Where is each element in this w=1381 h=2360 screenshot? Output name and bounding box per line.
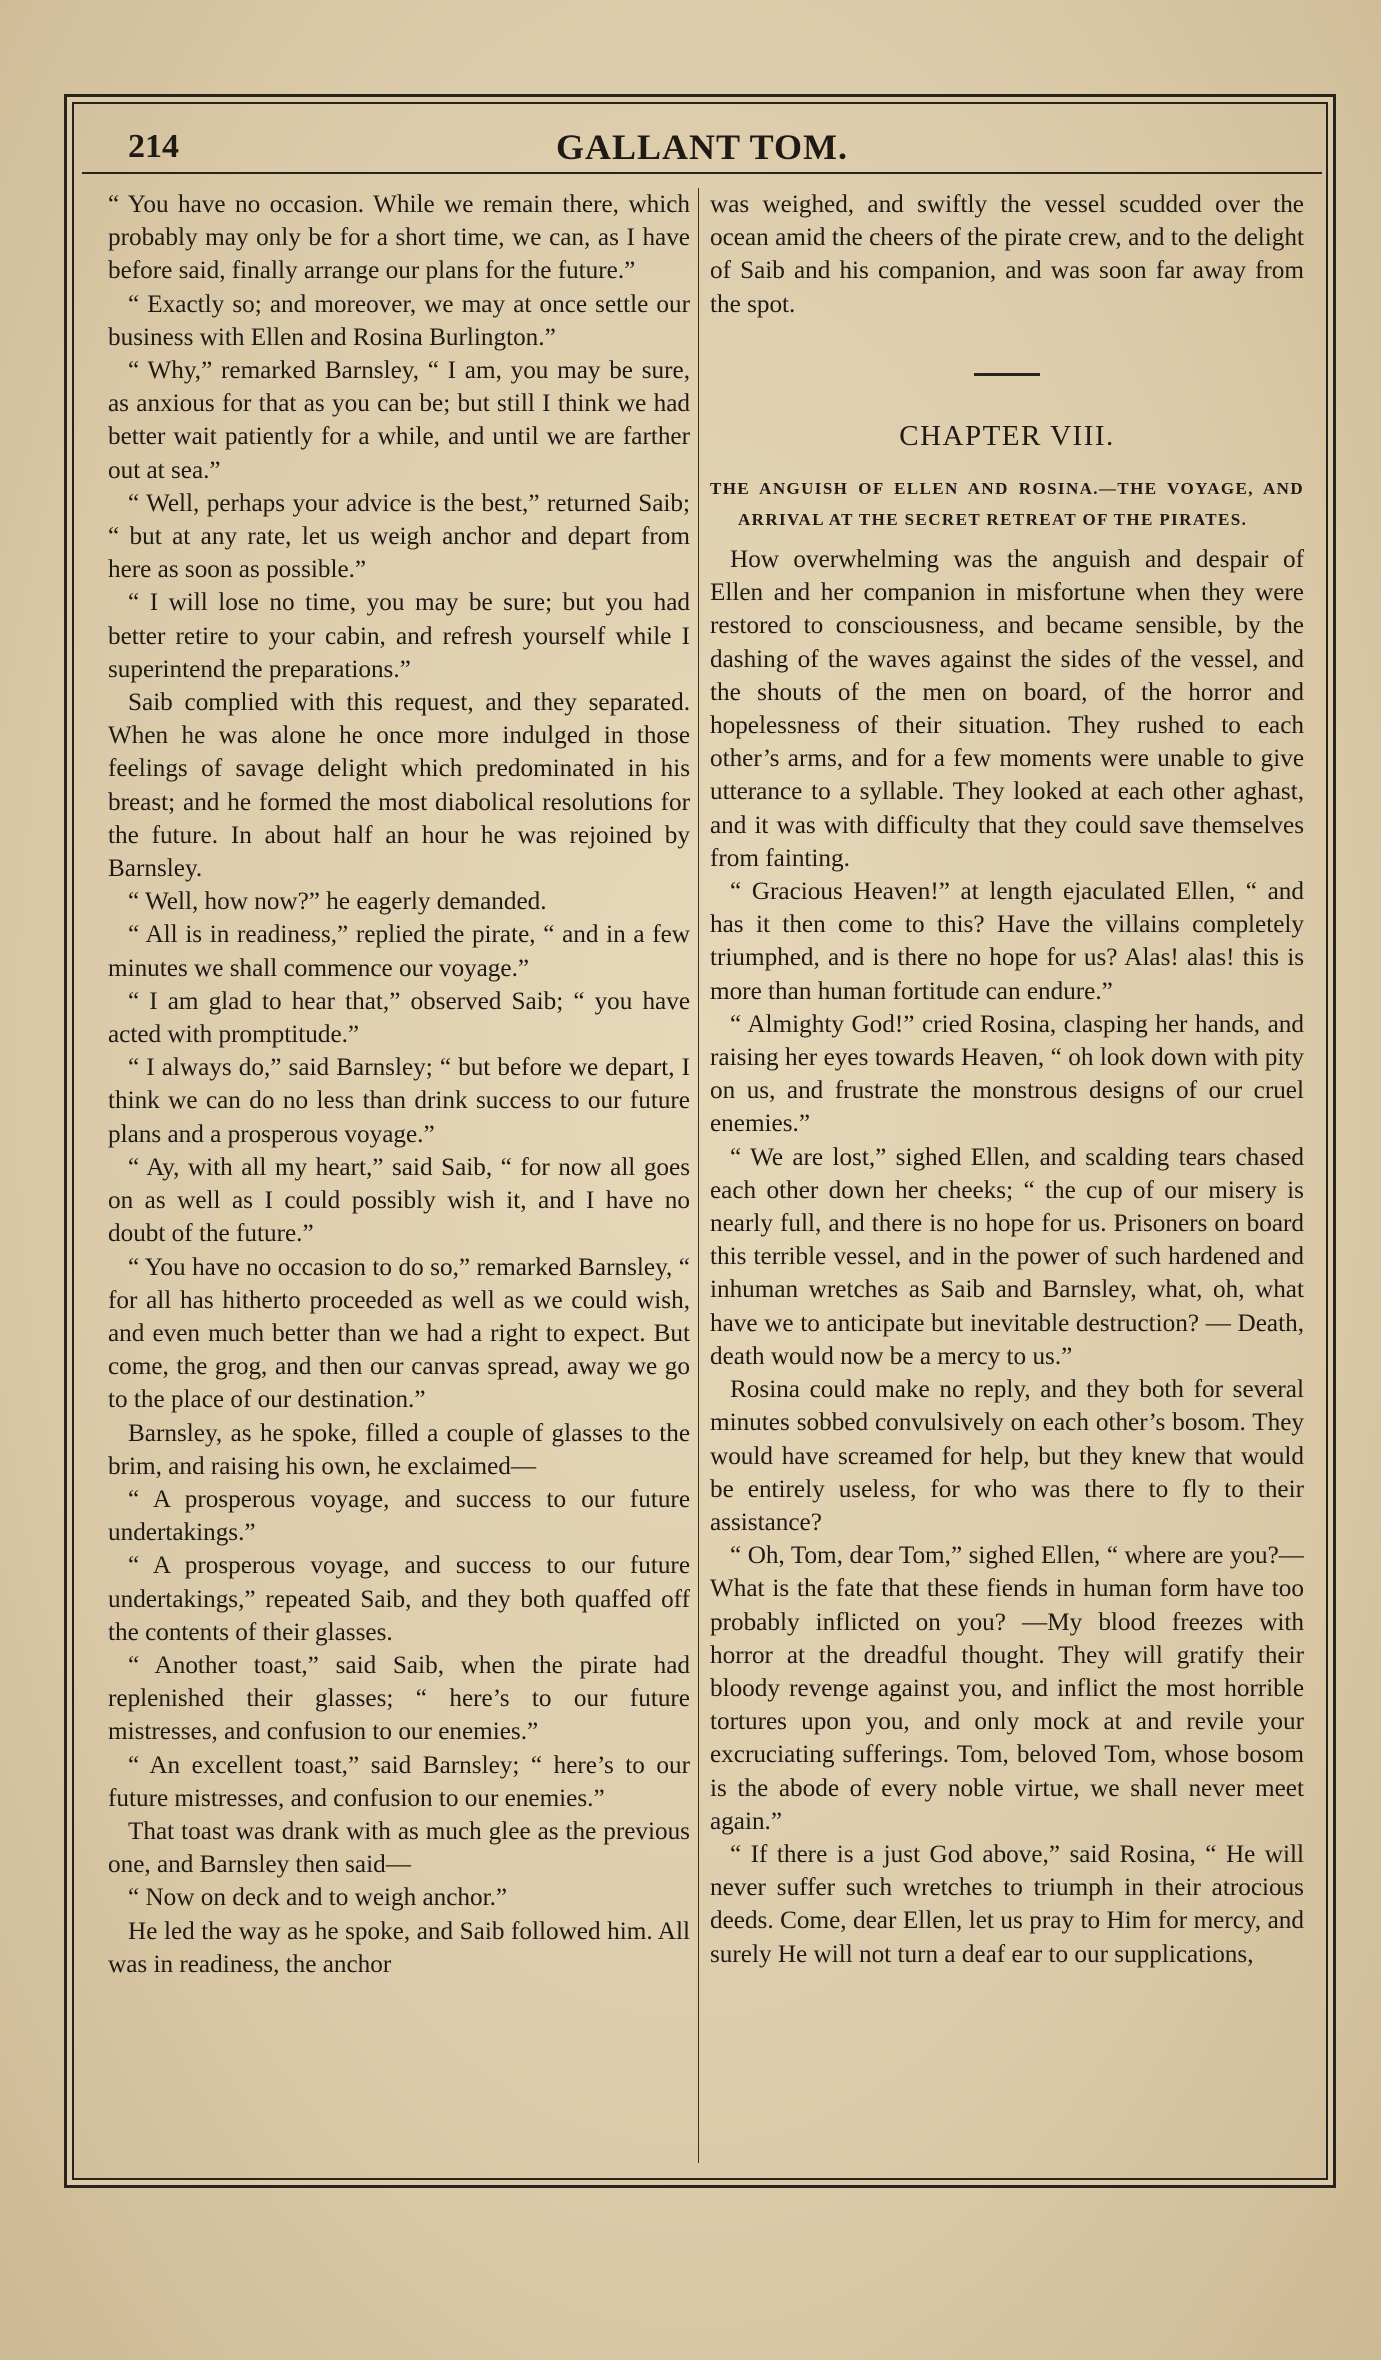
paragraph: He led the way as he spoke, and Saib followed him. All was in readiness, the anchor [108, 1917, 690, 1978]
paragraph: “ We are lost,” sighed Ellen, and scalding tears chased each other down her cheeks; “ the cup of our misery is nearly full, and there is no hope for us. Prisoners on board this terrible vessel, and in the power of such hardened and inhuman wretches as Saib and Barnsley, what, oh, what have we to anticipate but inevitable destruction? — Death, death would now be a mercy to us.” [710, 1143, 1304, 1370]
right-column [710, 188, 1304, 2158]
page-header [82, 124, 1322, 174]
chapter-title: CHAPTER VIII. [899, 419, 1115, 452]
paragraph: “ Oh, Tom, dear Tom,” sighed Ellen, “ where are you?—What is the fate that these fiends in human form have too probably inflicted on you? —My blood freezes with horror at the dreadful thought. They will gratify their bloody revenge against you, and inflict the most horrible tortures upon you, and only mock at and revile your excruciating sufferings. Tom, beloved Tom, whose bosom is the abode of every noble virtue, we shall never meet again.” [710, 1542, 1304, 1835]
paragraph: How overwhelming was the anguish and despair of Ellen and her companion in misfortune when they were restored to consciousness, and became sensible, by the dashing of the waves against the sides of the vessel, and the shouts of the men on board, of the horror and hopelessness of their situation. They rushed to each other’s arms, and for a few moments were unable to give utterance to a syllable. They looked at each other aghast, and it was with difficulty that they could save themselves from fainting. [710, 546, 1304, 872]
paragraph: “ Ay, with all my heart,” said Saib, “ for now all goes on as well as I could possibly wish it, and I have no doubt of the future.” [108, 1153, 690, 1248]
paragraph: “ If there is a just God above,” said Rosina, “ He will never suffer such wretches to triumph in their atrocious deeds. Come, dear Ellen, let us pray to Him for mercy, and surely He will not turn a deaf ear to our supplications, [710, 1840, 1304, 1968]
page-number: 214 [128, 128, 179, 165]
paragraph: “ Almighty God!” cried Rosina, clasping her hands, and raising her eyes towards Heaven, “ oh look down with pity on us, and frustrate the monstrous designs of our cruel enemies.” [710, 1010, 1304, 1138]
paragraph: Rosina could make no reply, and they both for several minutes sobbed convulsively on each other’s bosom. They would have screamed for help, but they knew that would be entirely useless, for who was there to fly to their assistance? [710, 1376, 1304, 1536]
left-column [108, 188, 690, 2158]
paragraph: was weighed, and swiftly the vessel scudded over the ocean amid the cheers of the pirate crew, and to the delight of Saib and his companion, and was soon far away from the spot. [710, 191, 1304, 318]
paragraph: “ All is in readiness,” replied the pirate, “ and in a few minutes we shall commence our voyage.” [108, 921, 690, 982]
chapter-summary: THE ANGUISH OF ELLEN AND ROSINA.—THE VOYAGE, AND ARRIVAL AT THE SECRET RETREAT OF THE PIRATES. [710, 479, 1304, 530]
paragraph: “ I am glad to hear that,” observed Saib; “ you have acted with promptitude.” [108, 987, 690, 1049]
paragraph: “ Well, perhaps your advice is the best,” returned Saib; “ but at any rate, let us weigh anchor and depart from here as soon as possible.” [108, 489, 690, 584]
paragraph: “ Now on deck and to weigh anchor.” [128, 1884, 508, 1912]
paragraph: That toast was drank with as much glee as the previous one, and Barnsley then said— [108, 1817, 690, 1879]
paragraph: “ A prosperous voyage, and success to our future undertakings,” repeated Saib, and they both quaffed off the contents of their glasses. [108, 1552, 690, 1646]
paragraph: “ Exactly so; and moreover, we may at once settle our business with Ellen and Rosina Burlington.” [108, 290, 690, 351]
paragraph: “ An excellent toast,” said Barnsley; “ here’s to our future mistresses, and confusion to our enemies.” [108, 1751, 690, 1812]
paragraph: “ You have no occasion. While we remain there, which probably may only be for a short time, we can, as I have before said, finally arrange our plans for the future.” [108, 191, 690, 285]
running-title: GALLANT TOM. [555, 127, 849, 167]
paragraph: Barnsley, as he spoke, filled a couple of glasses to the brim, and raising his own, he exclaimed— [108, 1419, 690, 1480]
paragraph: “ Well, how now?” he eagerly demanded. [128, 888, 547, 916]
paragraph: “ Why,” remarked Barnsley, “ I am, you may be sure, as anxious for that as you can be; but still I think we had better wait patiently for a while, and until we are farther out at sea.” [108, 357, 690, 484]
paragraph: “ You have no occasion to do so,” remarked Barnsley, “ for all has hitherto proceeded as well as we could wish, and even much better than we had a right to expect. But come, the grog, and then our canvas spread, away we go to the place of our destination.” [108, 1253, 690, 1414]
paragraph: “ I will lose no time, you may be sure; but you had better retire to your cabin, and refresh yourself while I superintend the preparations.” [108, 589, 690, 683]
paragraph: “ Gracious Heaven!” at length ejaculated Ellen, “ and has it then come to this? Have the villains completely triumphed, and is there no hope for us? Alas! alas! this is more than human fortitude can endure.” [710, 878, 1304, 1005]
paragraph: Saib complied with this request, and they separated. When he was alone he once more indulged in those feelings of savage delight which predominated in his breast; and he formed the most diabolical resolutions for the future. In about half an hour he was rejoined by Barnsley. [108, 689, 690, 883]
section-divider [974, 373, 1040, 376]
column-divider [698, 188, 699, 2163]
paragraph: “ A prosperous voyage, and success to our future undertakings.” [108, 1485, 690, 1547]
paragraph: “ I always do,” said Barnsley; “ but before we depart, I think we can do no less than drink success to our future plans and a prosperous voyage.” [108, 1054, 690, 1148]
paragraph: “ Another toast,” said Saib, when the pirate had replenished their glasses; “ here’s to our future mistresses, and confusion to our enemies.” [108, 1651, 690, 1746]
